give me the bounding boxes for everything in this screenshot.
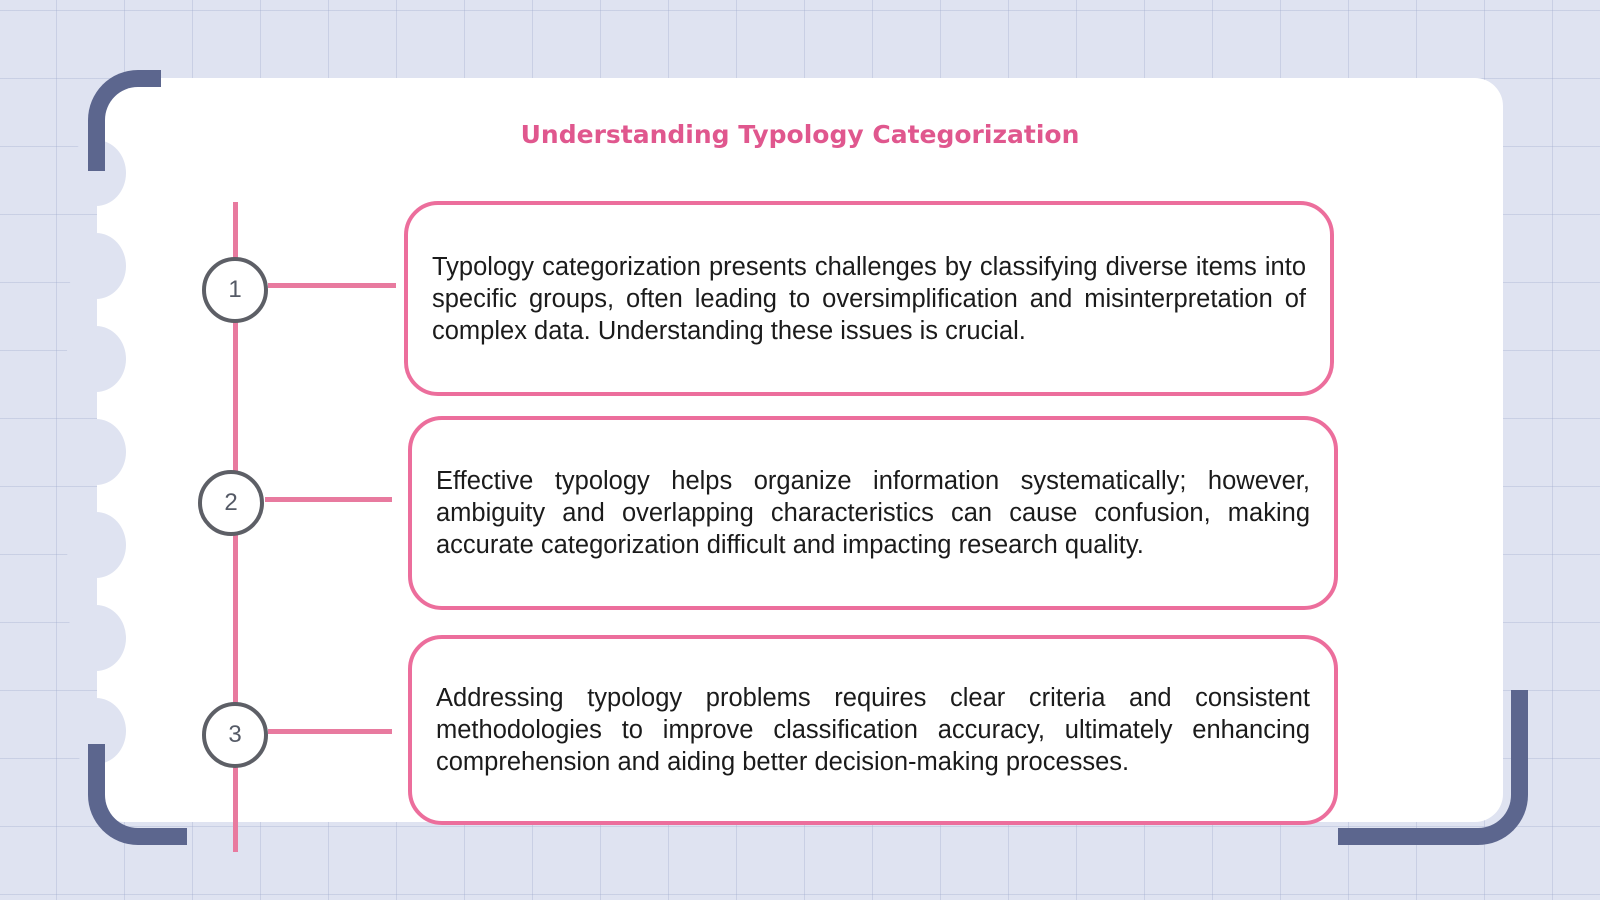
frame-corner-bottom-right bbox=[1338, 690, 1528, 845]
step-card-1 bbox=[404, 201, 1334, 396]
step-marker-3: 3 bbox=[202, 702, 268, 768]
step-marker-1: 1 bbox=[202, 257, 268, 323]
notebook-hole bbox=[66, 326, 126, 392]
frame-corner-bottom-left bbox=[88, 744, 187, 845]
step-connector bbox=[265, 497, 392, 502]
notebook-hole bbox=[66, 233, 126, 299]
frame-corner-top-left bbox=[88, 70, 161, 171]
step-text: Addressing typology problems requires clear criteria and consistent methodologies to improve classification accuracy, ultimately enhancing comprehension and aiding better decision-making processes. bbox=[436, 684, 1310, 776]
step-text: Effective typology helps organize information systematically; however, ambiguity and overlapping characteristics can cause confusion, making accurate categorization difficult and impacting research quality. bbox=[436, 467, 1310, 559]
step-card-2 bbox=[408, 416, 1338, 610]
step-marker-2: 2 bbox=[198, 470, 264, 536]
step-card-3 bbox=[408, 635, 1338, 825]
page-title: Understanding Typology Categorization bbox=[520, 120, 1080, 149]
notebook-hole bbox=[66, 512, 126, 578]
step-connector bbox=[268, 729, 392, 734]
step-connector bbox=[268, 283, 396, 288]
notebook-hole bbox=[66, 419, 126, 485]
step-text: Typology categorization presents challenges by classifying diverse items into specific groups, often leading to oversimplification and misinterpretation of complex data. Understanding these issues is crucial. bbox=[432, 252, 1306, 345]
notebook-hole bbox=[66, 605, 126, 671]
